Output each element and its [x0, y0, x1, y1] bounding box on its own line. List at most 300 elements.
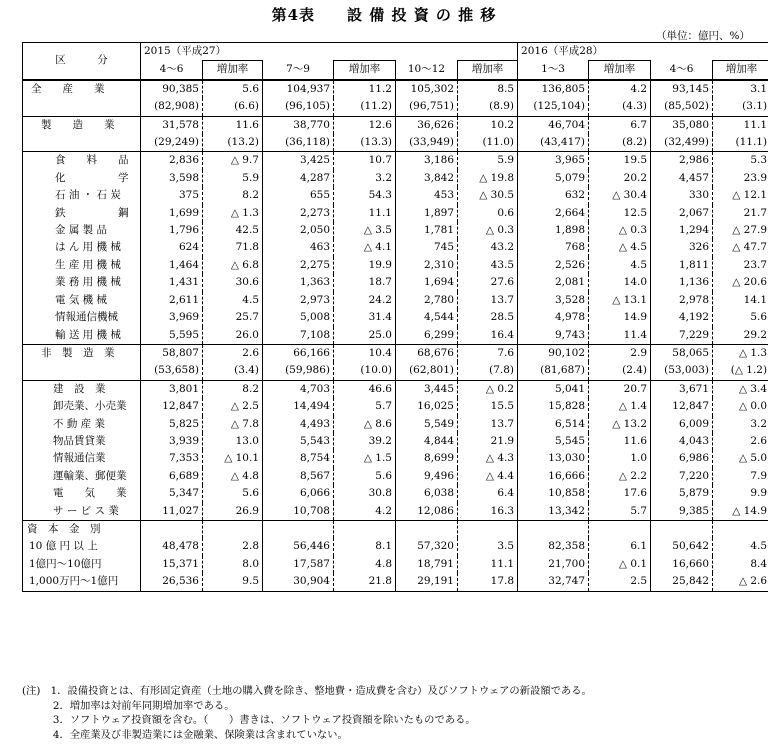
rate-cell: 6.4 [458, 485, 518, 502]
amount-cell: 3,965 [518, 152, 589, 170]
table-row [23, 573, 768, 591]
amount-cell: (82,908) [141, 98, 203, 116]
rate-cell: △ 0.3 [589, 222, 651, 239]
rate-cell: (△ 1.2) [713, 362, 768, 380]
rate-cell: △ 8.6 [334, 416, 396, 433]
period-header: 1〜3 [518, 61, 589, 80]
rate-cell: 12.6 [334, 116, 396, 134]
amount-cell: 31,578 [141, 116, 203, 134]
amount-cell: 2,978 [651, 292, 713, 309]
amount-cell: 25,842 [651, 573, 713, 591]
rate-cell: 17.6 [589, 485, 651, 502]
rate-cell: 24.2 [334, 292, 396, 309]
amount-cell: 9,385 [651, 503, 713, 521]
rate-cell: 4.2 [334, 503, 396, 521]
rate-cell: 30.8 [334, 485, 396, 502]
rate-cell: 42.5 [203, 222, 263, 239]
amount-cell: 7,229 [651, 327, 713, 345]
rate-cell: △ 13.1 [589, 292, 651, 309]
amount-cell: 2,836 [141, 152, 203, 170]
rate-cell: 5.7 [334, 398, 396, 415]
amount-cell: 4,978 [518, 309, 589, 326]
rate-cell: △ 0.0 [713, 398, 768, 415]
rate-cell: △ 30.5 [458, 187, 518, 204]
amount-cell: 3,969 [141, 309, 203, 326]
table-row [23, 274, 768, 291]
footnote-text: 増加率は対前年同期増加率である。 [69, 699, 235, 712]
rate-cell: 3.2 [713, 416, 768, 433]
amount-cell: 5,008 [263, 309, 334, 326]
amount-cell: (43,417) [518, 134, 589, 152]
rate-cell: 26.9 [203, 503, 263, 521]
amount-cell: 463 [263, 239, 334, 256]
table-row [23, 187, 768, 204]
rate-cell: △ 27.9 [713, 222, 768, 239]
rate-cell: 6.1 [589, 538, 651, 555]
amount-cell: 4,043 [651, 433, 713, 450]
rate-cell: △ 9.7 [203, 152, 263, 170]
amount-cell: 624 [141, 239, 203, 256]
row-label: サ ー ビ ス 業 [53, 504, 119, 517]
row-label [23, 134, 141, 152]
rate-cell: △ 2.5 [203, 398, 263, 415]
period-header: 4〜6 [141, 61, 203, 80]
amount-cell: 30,904 [263, 573, 334, 591]
amount-cell: 5,543 [263, 433, 334, 450]
rate-cell: △ 6.8 [203, 257, 263, 274]
amount-cell: 3,671 [651, 380, 713, 398]
rate-cell: △ 0.3 [458, 222, 518, 239]
amount-cell: 2,611 [141, 292, 203, 309]
rate-cell: (10.0) [334, 362, 396, 380]
amount-cell: 5,041 [518, 380, 589, 398]
rate-cell: 8.4 [713, 556, 768, 573]
rate-cell [713, 520, 768, 538]
rate-cell: 25.7 [203, 309, 263, 326]
amount-cell: 13,342 [518, 503, 589, 521]
table-row [23, 538, 768, 555]
rate-cell: (4.3) [589, 98, 651, 116]
rate-cell: △ 1.3 [203, 205, 263, 222]
footnote-number: 2． [22, 699, 70, 712]
amount-cell: 1,796 [141, 222, 203, 239]
amount-cell: (32,499) [651, 134, 713, 152]
rate-cell: 5.6 [334, 468, 396, 485]
amount-cell: 93,145 [651, 80, 713, 98]
rate-cell: 7.9 [713, 468, 768, 485]
amount-cell: 2,067 [651, 205, 713, 222]
rate-cell: △ 7.8 [203, 416, 263, 433]
table-row [23, 398, 768, 415]
rate-cell: △ 4.4 [458, 468, 518, 485]
amount-cell [141, 520, 203, 538]
rate-cell: 39.2 [334, 433, 396, 450]
amount-cell: 18,791 [396, 556, 458, 573]
amount-cell: 6,299 [396, 327, 458, 345]
amount-cell: 10,708 [263, 503, 334, 521]
rate-cell: (7.8) [458, 362, 518, 380]
rate-cell: (8.2) [589, 134, 651, 152]
amount-cell: 50,642 [651, 538, 713, 555]
amount-cell: 4,703 [263, 380, 334, 398]
rate-cell: 4.2 [589, 80, 651, 98]
rate-cell: (2.4) [589, 362, 651, 380]
rate-cell: 23.9 [713, 170, 768, 187]
amount-cell: 3,598 [141, 170, 203, 187]
capital-investment-table [22, 42, 768, 592]
amount-cell: 56,446 [263, 538, 334, 555]
rate-cell: 5.3 [713, 152, 768, 170]
amount-cell: 46,704 [518, 116, 589, 134]
amount-cell: 17,587 [263, 556, 334, 573]
footnote-number: 3． [22, 714, 70, 727]
rate-cell [203, 520, 263, 538]
footnote-text: 設備投資とは、有形固定資産（土地の購入費を除き、整地費・造成費を含む）及びソフトウェアの新設額である。 [67, 685, 592, 697]
amount-cell [518, 520, 589, 538]
amount-cell: 2,986 [651, 152, 713, 170]
amount-cell: 57,320 [396, 538, 458, 555]
rate-cell: 43.5 [458, 257, 518, 274]
division-header: 区 分 [55, 54, 108, 67]
rate-cell: 18.7 [334, 274, 396, 291]
rate-cell: 46.6 [334, 380, 396, 398]
amount-cell: 6,038 [396, 485, 458, 502]
rate-cell: 20.7 [589, 380, 651, 398]
amount-cell: 1,294 [651, 222, 713, 239]
footnote-line [22, 684, 592, 699]
row-label: 情報通信業 [53, 452, 106, 465]
rate-cell: △ 0.1 [589, 556, 651, 573]
amount-cell: 29,191 [396, 573, 458, 591]
amount-cell: 2,050 [263, 222, 334, 239]
rate-cell: 11.4 [589, 327, 651, 345]
amount-cell: 7,353 [141, 450, 203, 467]
amount-cell [651, 520, 713, 538]
amount-cell: 326 [651, 239, 713, 256]
row-label: 不 動 産 業 [53, 417, 106, 430]
amount-cell: 82,358 [518, 538, 589, 555]
rate-cell: 4.5 [203, 292, 263, 309]
rate-cell: 19.9 [334, 257, 396, 274]
row-label: 建 設 業 [23, 380, 141, 398]
amount-cell: 136,805 [518, 80, 589, 98]
rate-cell: △ 12.1 [713, 187, 768, 204]
rate-cell: 5.7 [589, 503, 651, 521]
amount-cell: 8,567 [263, 468, 334, 485]
rate-cell: (3.1) [713, 98, 768, 116]
table-body [23, 80, 768, 591]
rate-cell: 7.6 [458, 344, 518, 362]
amount-cell: 12,086 [396, 503, 458, 521]
row-label: 電 気 業 [53, 487, 127, 500]
amount-cell: 1,897 [396, 205, 458, 222]
rate-cell: 0.6 [458, 205, 518, 222]
row-label: 物品賃貸業 [53, 434, 106, 447]
amount-cell: 1,699 [141, 205, 203, 222]
amount-cell: 58,807 [141, 344, 203, 362]
rate-cell: 3.5 [458, 538, 518, 555]
amount-cell: 12,847 [141, 398, 203, 415]
period-header: 4〜6 [651, 61, 713, 80]
rate-cell: 14.0 [589, 274, 651, 291]
row-label: 食 料 品 [23, 152, 141, 170]
rate-cell: 16.3 [458, 503, 518, 521]
amount-cell: 15,371 [141, 556, 203, 573]
amount-cell: 58,065 [651, 344, 713, 362]
table-row [23, 222, 768, 239]
rate-cell: 14.9 [589, 309, 651, 326]
amount-cell: 3,528 [518, 292, 589, 309]
amount-cell [263, 520, 334, 538]
row-label: は ん 用 機 械 [55, 241, 121, 254]
table-row [23, 362, 768, 380]
rate-cell: 2.6 [203, 344, 263, 362]
row-label: 化 学 [55, 171, 129, 184]
amount-cell: 2,664 [518, 205, 589, 222]
amount-cell: 5,595 [141, 327, 203, 345]
rate-cell: △ 10.1 [203, 450, 263, 467]
rate-header: 増加率 [203, 61, 263, 80]
amount-cell: 3,801 [141, 380, 203, 398]
rate-cell: 31.4 [334, 309, 396, 326]
rate-header: 増加率 [458, 61, 518, 80]
rate-cell [589, 520, 651, 538]
amount-cell: 6,009 [651, 416, 713, 433]
rate-cell: 15.5 [458, 398, 518, 415]
amount-cell: 104,937 [263, 80, 334, 98]
rate-header: 増加率 [713, 61, 768, 80]
rate-cell: 8.1 [334, 538, 396, 555]
rate-cell: 13.7 [458, 416, 518, 433]
rate-cell: 5.6 [203, 80, 263, 98]
rate-cell: 14.1 [713, 292, 768, 309]
table-row [23, 205, 768, 222]
amount-cell: 9,743 [518, 327, 589, 345]
rate-cell: 11.1 [458, 556, 518, 573]
amount-cell: 745 [396, 239, 458, 256]
table-row [23, 239, 768, 256]
amount-cell: 14,494 [263, 398, 334, 415]
table-row [23, 344, 768, 362]
rate-cell: 1.0 [589, 450, 651, 467]
footnote-number: 4． [22, 728, 70, 741]
footnote-line [22, 699, 592, 714]
table-row [23, 257, 768, 274]
table-row [23, 170, 768, 187]
rate-cell: 4.5 [713, 538, 768, 555]
amount-cell: 375 [141, 187, 203, 204]
rate-cell: (11.1) [713, 134, 768, 152]
rate-cell: △ 47.7 [713, 239, 768, 256]
rate-cell: 3.2 [334, 170, 396, 187]
amount-cell: 11,027 [141, 503, 203, 521]
rate-cell: 11.6 [589, 433, 651, 450]
amount-cell: 2,973 [263, 292, 334, 309]
rate-cell: △ 4.5 [589, 239, 651, 256]
row-label: 生 産 用 機 械 [55, 258, 121, 271]
amount-cell: (125,104) [518, 98, 589, 116]
rate-cell: △ 13.2 [589, 416, 651, 433]
table-row [23, 292, 768, 309]
amount-cell: 10,858 [518, 485, 589, 502]
rate-cell: 29.2 [713, 327, 768, 345]
amount-cell: 36,626 [396, 116, 458, 134]
rate-cell: △ 3.5 [334, 222, 396, 239]
rate-cell: △ 19.8 [458, 170, 518, 187]
year-header-2016: 2016（平成28） [518, 43, 768, 61]
row-label: 1,000万円〜1億円 [29, 575, 119, 588]
table-row [23, 380, 768, 398]
amount-cell: 2,526 [518, 257, 589, 274]
amount-cell: 16,666 [518, 468, 589, 485]
table-row [23, 556, 768, 573]
rate-cell: 12.5 [589, 205, 651, 222]
amount-cell: 3,842 [396, 170, 458, 187]
table-row [23, 98, 768, 116]
amount-cell: 1,811 [651, 257, 713, 274]
row-label: 業 務 用 機 械 [55, 276, 121, 289]
amount-cell: 5,347 [141, 485, 203, 502]
amount-cell: 16,660 [651, 556, 713, 573]
rate-cell: 21.7 [713, 205, 768, 222]
rate-cell: (11.0) [458, 134, 518, 152]
row-label: 10 億 円 以 上 [29, 540, 98, 553]
rate-cell: 43.2 [458, 239, 518, 256]
rate-cell: 13.7 [458, 292, 518, 309]
amount-cell: 32,747 [518, 573, 589, 591]
footnote-text: 全産業及び非製造業には金融業、保険業は含まれていない。 [69, 728, 348, 741]
amount-cell: (53,658) [141, 362, 203, 380]
amount-cell: (96,751) [396, 98, 458, 116]
amount-cell: 35,080 [651, 116, 713, 134]
amount-cell: 5,879 [651, 485, 713, 502]
amount-cell: 90,102 [518, 344, 589, 362]
footnote-number: (注) 1． [22, 685, 68, 697]
table-row [23, 80, 768, 98]
amount-cell: (96,105) [263, 98, 334, 116]
amount-cell: 4,192 [651, 309, 713, 326]
rate-cell: 3.1 [713, 80, 768, 98]
amount-cell: 1,694 [396, 274, 458, 291]
amount-cell: 2,275 [263, 257, 334, 274]
amount-cell: 105,302 [396, 80, 458, 98]
rate-cell: (3.4) [203, 362, 263, 380]
rate-cell: 5.9 [203, 170, 263, 187]
amount-cell: 3,425 [263, 152, 334, 170]
rate-cell: 10.4 [334, 344, 396, 362]
table-row [23, 327, 768, 345]
amount-cell: 7,108 [263, 327, 334, 345]
amount-cell: 655 [263, 187, 334, 204]
rate-cell: (8.9) [458, 98, 518, 116]
table-row [23, 134, 768, 152]
row-label: 資 本 金 別 [23, 520, 141, 538]
rate-cell: 10.7 [334, 152, 396, 170]
row-label: 卸売業、小売業 [53, 400, 127, 413]
amount-cell: 16,025 [396, 398, 458, 415]
rate-cell: 23.7 [713, 257, 768, 274]
rate-cell: △ 30.4 [589, 187, 651, 204]
amount-cell: (59,986) [263, 362, 334, 380]
amount-cell: 768 [518, 239, 589, 256]
table-row [23, 416, 768, 433]
amount-cell: 13,030 [518, 450, 589, 467]
rate-cell: 11.1 [334, 205, 396, 222]
amount-cell: 4,457 [651, 170, 713, 187]
rate-cell: 11.1 [713, 116, 768, 134]
rate-cell: 71.8 [203, 239, 263, 256]
amount-cell: 330 [651, 187, 713, 204]
amount-cell: 3,445 [396, 380, 458, 398]
rate-cell: 6.7 [589, 116, 651, 134]
amount-cell: 632 [518, 187, 589, 204]
rate-cell: 17.8 [458, 573, 518, 591]
amount-cell: 2,310 [396, 257, 458, 274]
rate-cell: △ 1.4 [589, 398, 651, 415]
amount-cell: (53,003) [651, 362, 713, 380]
rate-cell: 5.6 [713, 309, 768, 326]
amount-cell: 9,496 [396, 468, 458, 485]
table-row [23, 520, 768, 538]
year-header-2015: 2015（平成27） [141, 43, 518, 61]
row-label: 非 製 造 業 [23, 344, 141, 362]
row-label: 1億円〜10億円 [29, 557, 102, 570]
rate-cell: △ 5.0 [713, 450, 768, 467]
rate-cell: 2.5 [589, 573, 651, 591]
rate-cell: 10.2 [458, 116, 518, 134]
rate-cell: 25.0 [334, 327, 396, 345]
amount-cell: 2,081 [518, 274, 589, 291]
rate-cell: △ 4.1 [334, 239, 396, 256]
rate-cell: 2.6 [713, 433, 768, 450]
period-header: 10〜12 [396, 61, 458, 80]
amount-cell: 6,514 [518, 416, 589, 433]
rate-cell: 20.2 [589, 170, 651, 187]
amount-cell: 4,844 [396, 433, 458, 450]
rate-cell: △ 3.4 [713, 380, 768, 398]
rate-cell: △ 1.3 [713, 344, 768, 362]
rate-cell: 30.6 [203, 274, 263, 291]
table-row [23, 309, 768, 326]
amount-cell: 6,066 [263, 485, 334, 502]
rate-cell: 19.5 [589, 152, 651, 170]
rate-cell: (13.3) [334, 134, 396, 152]
row-label: 運輸業、郵便業 [53, 469, 127, 482]
amount-cell: 453 [396, 187, 458, 204]
table-row [23, 116, 768, 134]
row-label: 輸 送 用 機 械 [55, 328, 121, 341]
rate-cell: 54.3 [334, 187, 396, 204]
rate-cell: 4.5 [589, 257, 651, 274]
amount-cell: 12,847 [651, 398, 713, 415]
rate-cell: △ 0.2 [458, 380, 518, 398]
amount-cell: 90,385 [141, 80, 203, 98]
rate-cell: 27.6 [458, 274, 518, 291]
row-label: 製 造 業 [23, 116, 141, 134]
rate-cell: 11.6 [203, 116, 263, 134]
amount-cell: 5,549 [396, 416, 458, 433]
rate-cell: △ 4.8 [203, 468, 263, 485]
amount-cell: 5,545 [518, 433, 589, 450]
rate-cell: 8.5 [458, 80, 518, 98]
amount-cell: 3,186 [396, 152, 458, 170]
row-label: 全 産 業 [23, 80, 141, 98]
amount-cell: (85,502) [651, 98, 713, 116]
amount-cell: 1,363 [263, 274, 334, 291]
rate-cell: △ 2.2 [589, 468, 651, 485]
amount-cell: 4,493 [263, 416, 334, 433]
amount-cell: 6,689 [141, 468, 203, 485]
